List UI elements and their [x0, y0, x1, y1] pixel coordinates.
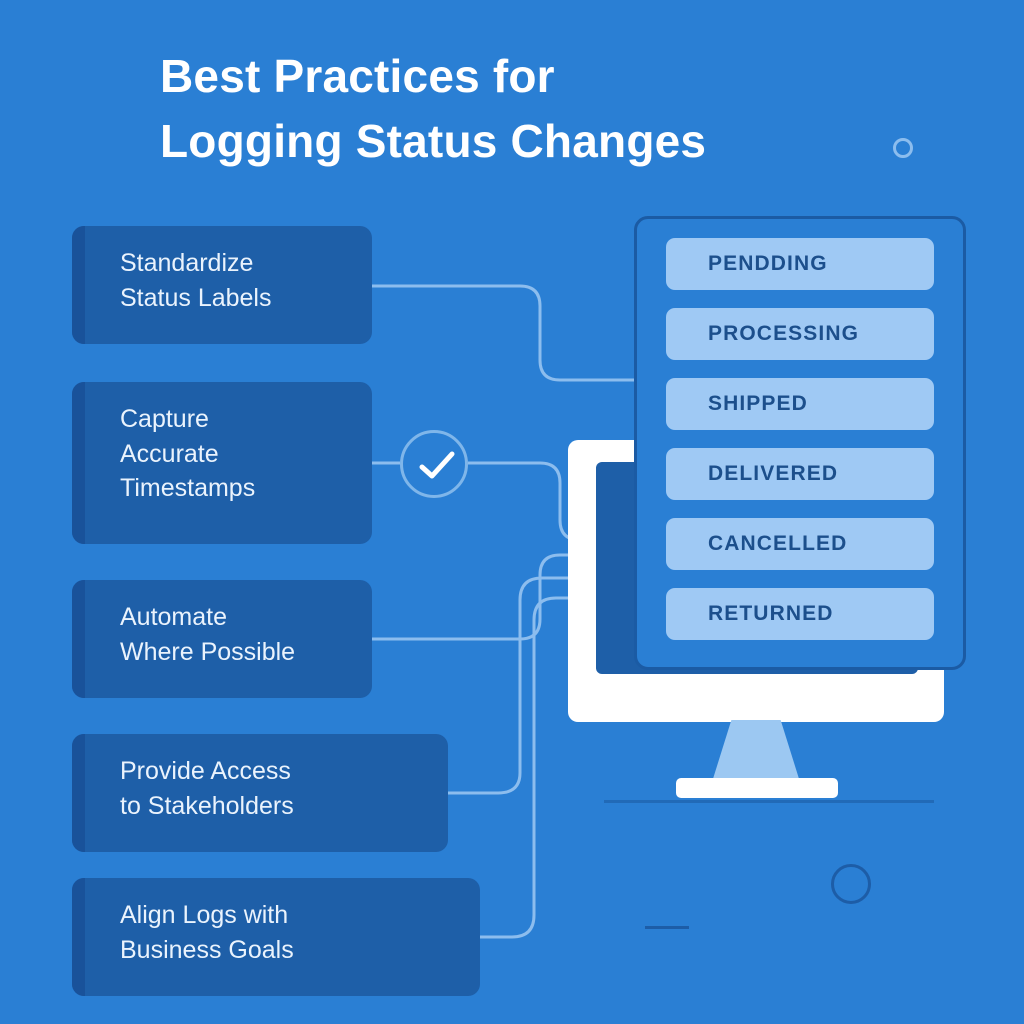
status-chip-delivered[interactable]: DELIVERED [666, 448, 934, 500]
card-accent-bar [72, 878, 85, 996]
status-chip-processing[interactable]: PROCESSING [666, 308, 934, 360]
monitor-stand-base [676, 778, 838, 798]
practice-card-line-1: Align Logs with [120, 901, 289, 929]
title-line-1: Best Practices for [160, 50, 555, 102]
practice-card-line-2: Where Possible [120, 637, 296, 666]
card-accent-bar [72, 382, 85, 544]
practice-card-line-3: Timestamps [120, 474, 256, 502]
desk-line [604, 800, 934, 803]
practice-card-line-2: to Stakeholders [120, 791, 294, 820]
title-line-2: Logging Status Changes [160, 115, 707, 168]
card-accent-bar [72, 226, 85, 344]
practice-card-line-1: Standardize [120, 249, 254, 277]
decorative-circle-small [893, 138, 913, 158]
practice-card-line-1: Provide Access [120, 757, 291, 785]
practice-card-align-logs-with-business-goals[interactable] [72, 878, 480, 996]
practice-card-line-1: Automate [120, 603, 228, 631]
practice-card-line-2: Status Labels [120, 283, 272, 312]
status-chip-pending[interactable]: PENDDING [666, 238, 934, 290]
status-chip-cancelled[interactable]: CANCELLED [666, 518, 934, 570]
practice-card-line-2: Business Goals [120, 935, 294, 964]
check-badge [400, 430, 468, 498]
practice-card-line-2: Accurate [120, 439, 219, 468]
card-accent-bar [72, 734, 85, 852]
decorative-dash [645, 926, 689, 929]
check-icon [419, 451, 455, 483]
decorative-circle-large [831, 864, 871, 904]
card-accent-bar [72, 580, 85, 698]
status-chip-returned[interactable]: RETURNED [666, 588, 934, 640]
practice-card-line-1: Capture [120, 405, 209, 433]
status-list [666, 238, 934, 640]
status-chip-shipped[interactable]: SHIPPED [666, 378, 934, 430]
practice-card-provide-access-to-stakeholders[interactable] [72, 734, 448, 852]
practice-card-standardize-status-labels[interactable] [72, 226, 372, 344]
practice-card-automate-where-possible[interactable] [72, 580, 372, 698]
practice-card-capture-accurate-timestamps[interactable] [72, 382, 372, 544]
